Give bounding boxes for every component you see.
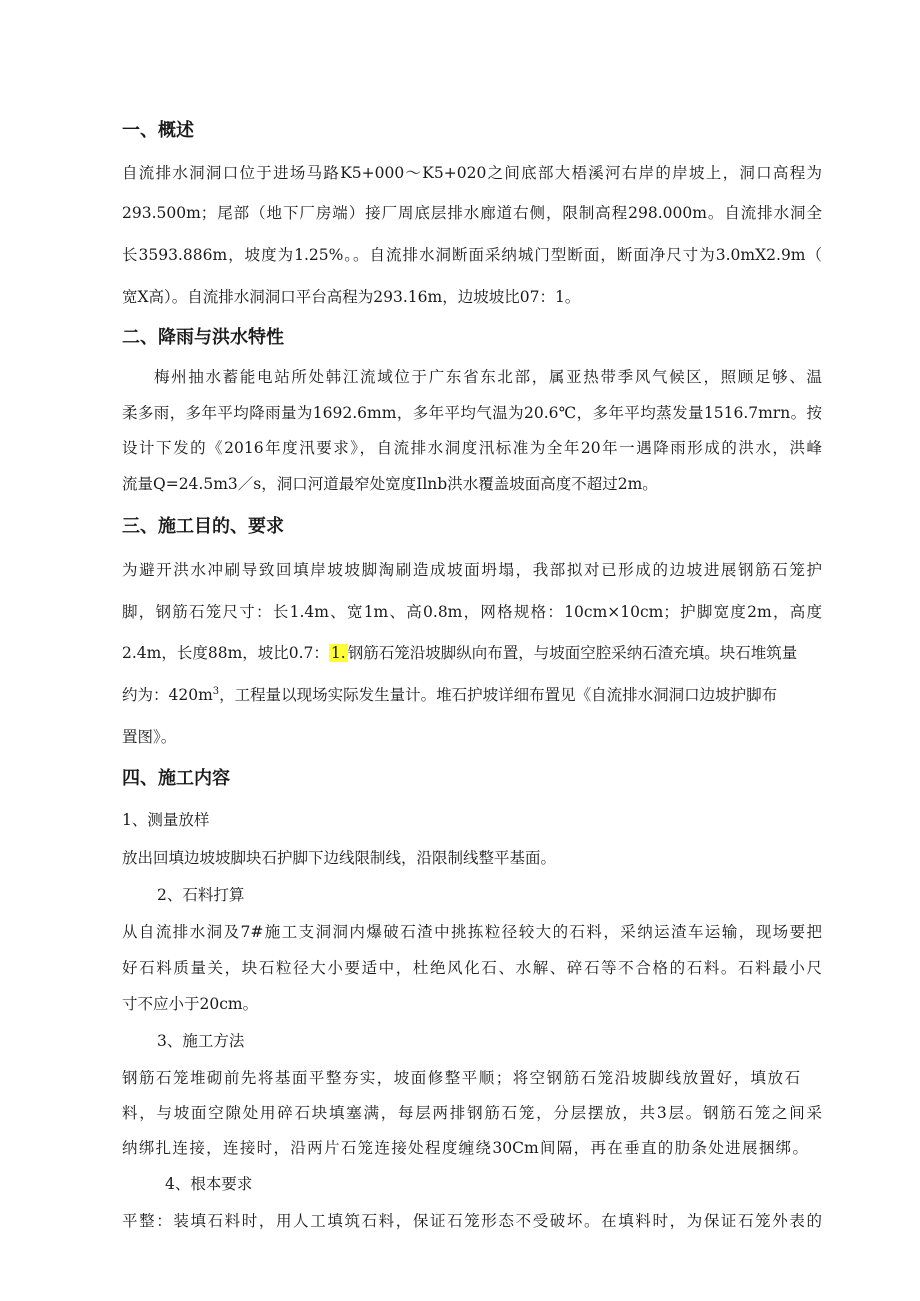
paragraph-line: 梅州抽水蓄能电站所处韩江流域位于广东省东北部，属亚热带季风气候区，照顾足够、温	[154, 368, 822, 386]
paragraph-line: 为避开洪水冲刷导致回填岸坡坡脚淘刷造成坡面坍塌，我部拟对已形成的边坡进展钢筋石笼护	[122, 561, 822, 579]
paragraph-line	[122, 643, 822, 663]
paragraph-line: 放出回填边坡坡脚块石护脚下边线限制线，沿限制线整平基面。	[122, 849, 557, 867]
paragraph-line: 钢筋石笼堆砌前先将基面平整夯实，坡面修整平顺；将空钢筋石笼沿坡脚线放置好，填放石	[122, 1069, 800, 1087]
paragraph-line: 293.500m；尾部（地下厂房端）接厂周底层排水廊道右侧，限制高程298.000m。自流排水洞全	[122, 204, 822, 222]
paragraph-line: 设计下发的《2016年度汛要求》，自流排水洞度汛标准为全年20年一遇降雨形成的洪水，洪峰	[122, 439, 822, 457]
section-title-purpose: 三、施工目的、要求	[122, 516, 284, 537]
paragraph-line: 柔多雨，多年平均降雨量为1692.6mm，多年平均气温为20.6℃，多年平均蒸发量1516.7mrn。按	[122, 404, 822, 422]
paragraph-line: 长3593.886m，坡度为1.25%。。自流排水洞断面采纳城门型断面，断面净尺寸为3.0mX2.9m（	[122, 246, 822, 264]
superscript: 3	[212, 685, 220, 697]
text-run: 2.4m，长度88m，坡比0.7：	[122, 644, 329, 662]
text-run: 约为：420m	[122, 686, 213, 704]
subsection-title: 1、测量放样	[122, 811, 210, 829]
section-title-rainfall: 二、降雨与洪水特性	[122, 327, 284, 348]
paragraph-line: 置图》。	[122, 728, 177, 746]
subsection-title: 2、石料打算	[157, 886, 245, 904]
text-run: ，工程量以现场实际发生量计。堆石护坡详细布置见《自流排水洞洞口边坡护脚布	[219, 686, 778, 704]
highlighted-text: 1.	[330, 644, 346, 662]
paragraph-line: 平整：装填石料时，用人工填筑石料，保证石笼形态不受破坏。在填料时，为保证石笼外表的	[122, 1212, 822, 1230]
text-run: 钢筋石笼沿坡脚纵向布置，与坡面空腔采纳石渣充填。块石堆筑量	[347, 644, 798, 662]
paragraph-line: 寸不应小于20cm。	[122, 995, 259, 1013]
paragraph-line	[122, 685, 822, 705]
subsection-title: 4、根本要求	[165, 1175, 253, 1193]
paragraph-line: 宽X高）。自流排水洞洞口平台高程为293.16m，边坡坡比07：1。	[122, 288, 581, 306]
paragraph-line: 流量Q=24.5m3／s，洞口河道最窄处宽度Ilnb洪水覆盖坡面高度不超过2m。	[122, 475, 658, 493]
subsection-title: 3、施工方法	[157, 1032, 245, 1050]
paragraph-line: 自流排水洞洞口位于进场马路K5+000～K5+020之间底部大梧溪河右岸的岸坡上，洞口高程为	[122, 164, 822, 182]
paragraph-line: 好石料质量关，块石粒径大小要适中，杜绝风化石、水解、碎石等不合格的石料。石料最小尺	[122, 959, 822, 977]
paragraph-line: 纳绑扎连接，连接时，沿两片石笼连接处程度缠绕30Cm间隔，再在垂直的肋条处进展捆绑。	[122, 1139, 808, 1157]
section-title-content: 四、施工内容	[122, 768, 230, 789]
paragraph-line: 脚，钢筋石笼尺寸：长1.4m、宽1m、高0.8m，网格规格：10cm×10cm；护脚宽度2m，高度	[122, 603, 822, 621]
paragraph-line: 料，与坡面空隙处用碎石块填塞满，每层两排钢筋石笼，分层摆放，共3层。钢筋石笼之间采	[122, 1104, 822, 1122]
paragraph-line: 从自流排水洞及7#施工支洞洞内爆破石渣中挑拣粒径较大的石料，采纳运渣车运输，现场要把	[122, 923, 822, 941]
section-title-overview: 一、概述	[122, 120, 194, 141]
